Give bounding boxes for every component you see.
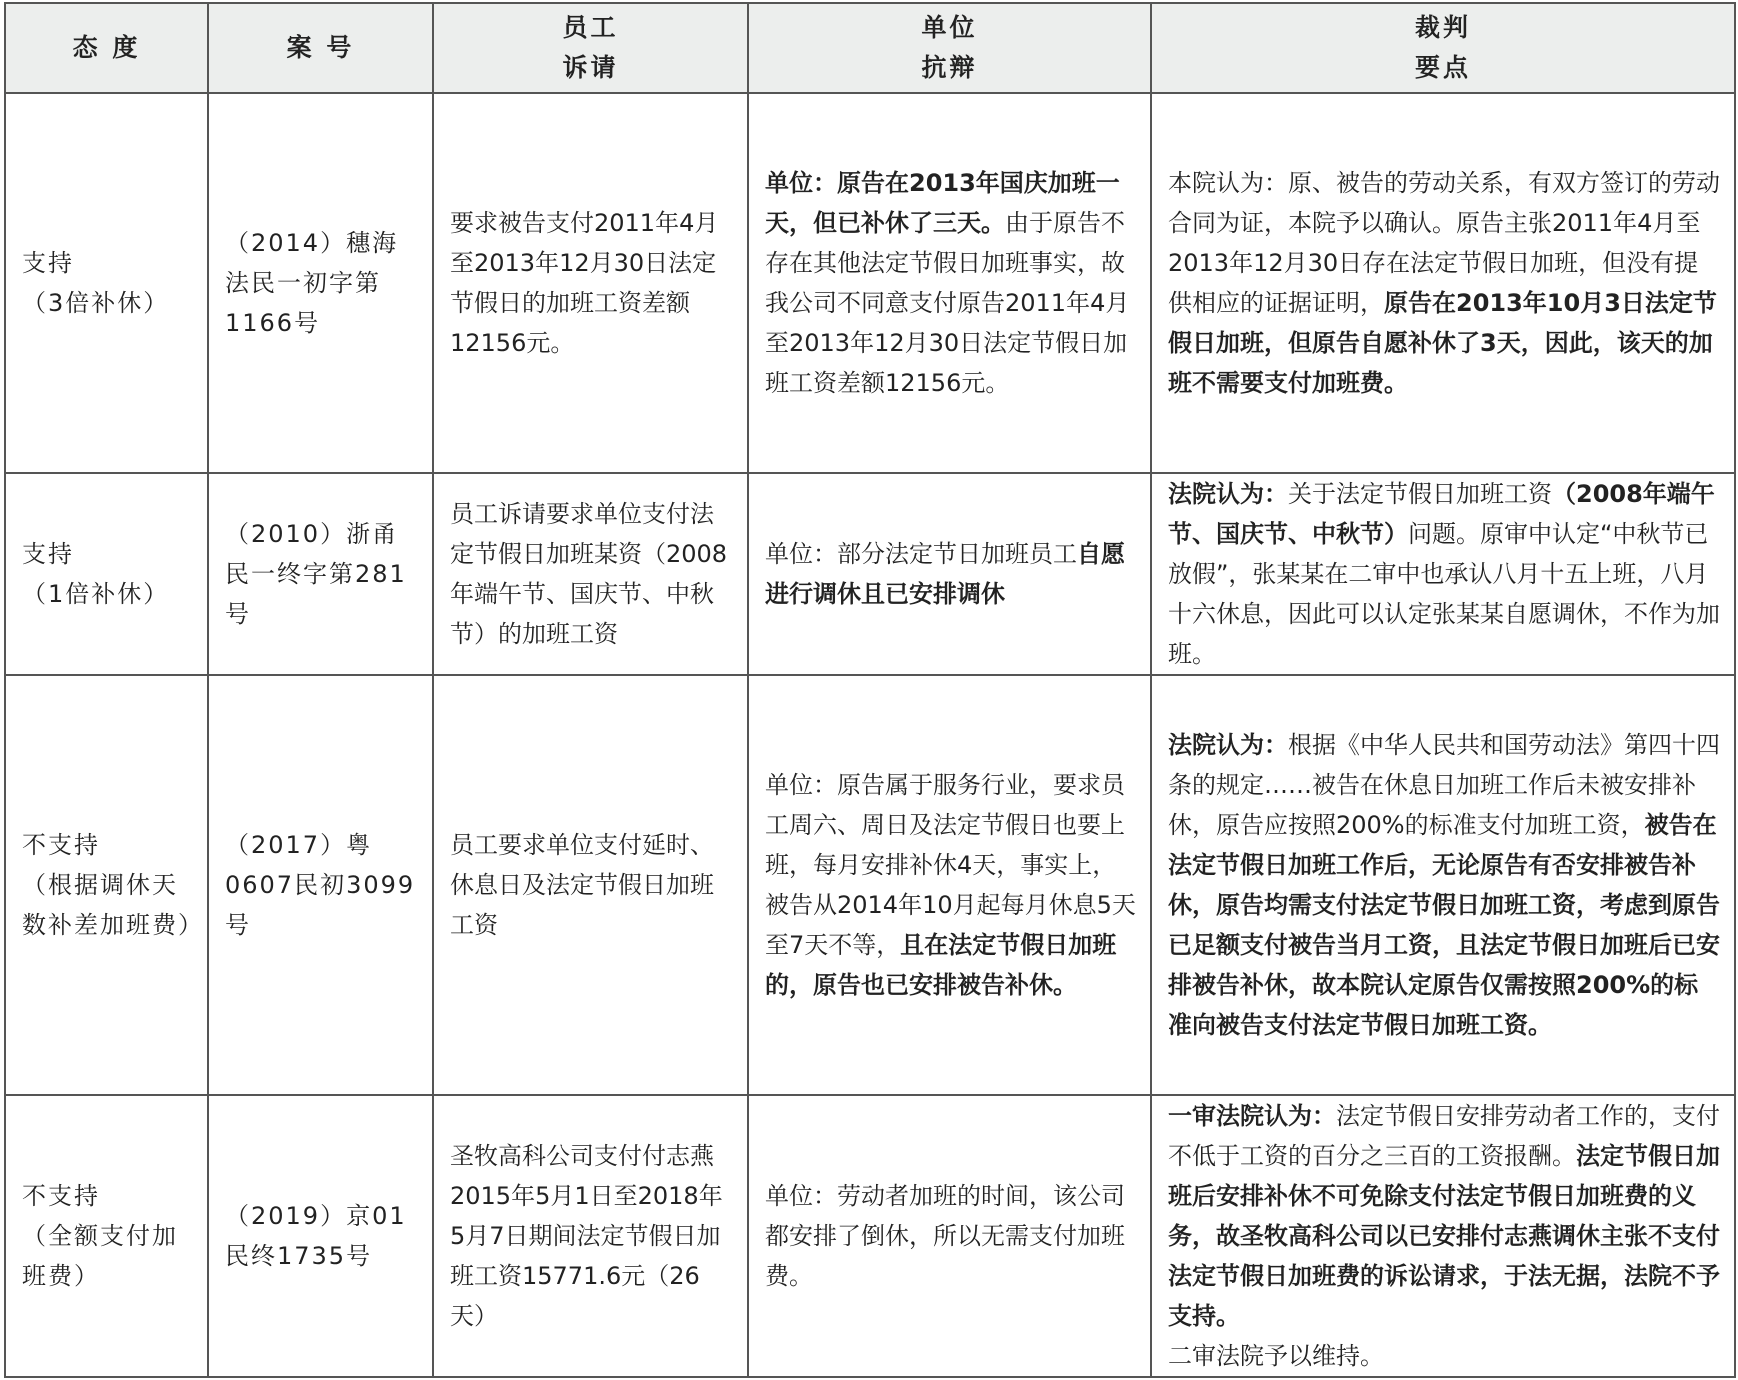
- defense-cell: [748, 675, 1151, 1095]
- claim-cell: 要求被告支付2011年4月至2013年12月30日法定节假日的加班工资差额12156元。: [433, 93, 748, 473]
- body-text: 由于原告不存在其他法定节假日加班事实，故我公司不同意支付原告2011年4月至2013年12月30日法定节假日加班工资差额12156元。: [765, 209, 1130, 397]
- defense-cell: [748, 473, 1151, 675]
- ruling-cell: [1151, 473, 1735, 675]
- header-ruling-points: 裁判 要点: [1151, 3, 1735, 93]
- table-row: [5, 473, 1735, 675]
- attitude-cell: 支持 （3倍补休）: [5, 93, 208, 473]
- emphasized-text: 法院认为：: [1168, 480, 1288, 508]
- case-number-cell: （2019）京01民终1735号: [208, 1095, 433, 1377]
- case-number-cell: （2010）浙甬民一终字第281号: [208, 473, 433, 675]
- body-text: 关于法定节假日加班工资: [1288, 480, 1552, 508]
- table-row: [5, 93, 1735, 473]
- claim-cell: 员工诉请要求单位支付法定节假日加班某资（2008年端午节、国庆节、中秋节）的加班工资: [433, 473, 748, 675]
- claim-cell: 员工要求单位支付延时、休息日及法定节假日加班工资: [433, 675, 748, 1095]
- table-row: [5, 675, 1735, 1095]
- body-text: 本院认为：原、被告的劳动关系，有双方签订的劳动合同为证，本院予以确认。原告主张2011年4月至2013年12月30日存在法定节假日加班，但没有提供相应的证据证明，: [1168, 169, 1720, 317]
- body-text: 根据《中华人民共和国劳动法》第四十四条的规定……被告在休息日加班工作后未被安排补休，原告应按照200%的标准支付加班工资，: [1168, 731, 1720, 839]
- emphasized-text: 原告在2013年10月3日法定节假日加班，但原告自愿补休了3天，因此，该天的加班不需要支付加班费。: [1168, 289, 1717, 397]
- body-text: 单位：原告属于服务行业，要求员工周六、周日及法定节假日也要上班，每月安排补休4天，事实上，被告从2014年10月起每月休息5天至7天不等，: [765, 771, 1136, 959]
- defense-cell: [748, 93, 1151, 473]
- header-case-number: 案 号: [208, 3, 433, 93]
- body-text: 问题。原审中认定“中秋节已放假”，张某某在二审中也承认八月十五上班，八月十六休息，因此可以认定张某某自愿调休，不作为加班。: [1168, 520, 1720, 668]
- case-number-cell: （2014）穗海法民一初字第1166号: [208, 93, 433, 473]
- header-employer-defense: 单位 抗辩: [748, 3, 1151, 93]
- body-text: 法定节假日安排劳动者工作的，支付不低于工资的百分之三百的工资报酬。: [1168, 1102, 1720, 1170]
- emphasized-text: 一审法院认为：: [1168, 1102, 1336, 1130]
- emphasized-text: 且在法定节假日加班的，原告也已安排被告补休。: [765, 931, 1117, 999]
- claim-cell: 圣牧高科公司支付付志燕2015年5月1日至2018年5月7日期间法定节假日加班工资15771.6元（26天）: [433, 1095, 748, 1377]
- ruling-cell: [1151, 675, 1735, 1095]
- body-text: 单位：部分法定节日加班员工: [765, 540, 1077, 568]
- body-text: 单位：劳动者加班的时间，该公司都安排了倒休，所以无需支付加班费。: [765, 1182, 1125, 1290]
- emphasized-text: 被告在法定节假日加班工作后，无论原告有否安排被告补休，原告均需支付法定节假日加班工资，考虑到原告已足额支付被告当月工资，且法定节假日加班后已安排被告补休，故本院认定原告仅需按照200%的标准向被告支付法定节假日加班工资。: [1168, 811, 1720, 1039]
- emphasized-text: （2008年端午节、国庆节、中秋节）: [1168, 480, 1715, 548]
- emphasized-text: 自愿进行调休且已安排调休: [765, 540, 1125, 608]
- ruling-cell: [1151, 93, 1735, 473]
- emphasized-text: 单位：原告在2013年国庆加班一天，但已补休了三天。: [765, 169, 1120, 237]
- defense-cell: [748, 1095, 1151, 1377]
- case-comparison-table: [4, 2, 1736, 1378]
- case-number-cell: （2017）粤0607民初3099号: [208, 675, 433, 1095]
- attitude-cell: 不支持 （根据调休天数补差加班费）: [5, 675, 208, 1095]
- header-employee-claim: 员工 诉请: [433, 3, 748, 93]
- header-attitude: 态 度: [5, 3, 208, 93]
- body-text: 二审法院予以维持。: [1168, 1342, 1384, 1370]
- attitude-cell: 支持 （1倍补休）: [5, 473, 208, 675]
- emphasized-text: 法院认为：: [1168, 731, 1288, 759]
- ruling-cell: [1151, 1095, 1735, 1377]
- emphasized-text: 法定节假日加班后安排补休不可免除支付法定节假日加班费的义务，故圣牧高科公司以已安排付志燕调休主张不支付法定节假日加班费的诉讼请求，于法无据，法院不予支持。: [1168, 1142, 1720, 1330]
- table-row: [5, 1095, 1735, 1377]
- table-header-row: [5, 3, 1735, 93]
- attitude-cell: 不支持 （全额支付加班费）: [5, 1095, 208, 1377]
